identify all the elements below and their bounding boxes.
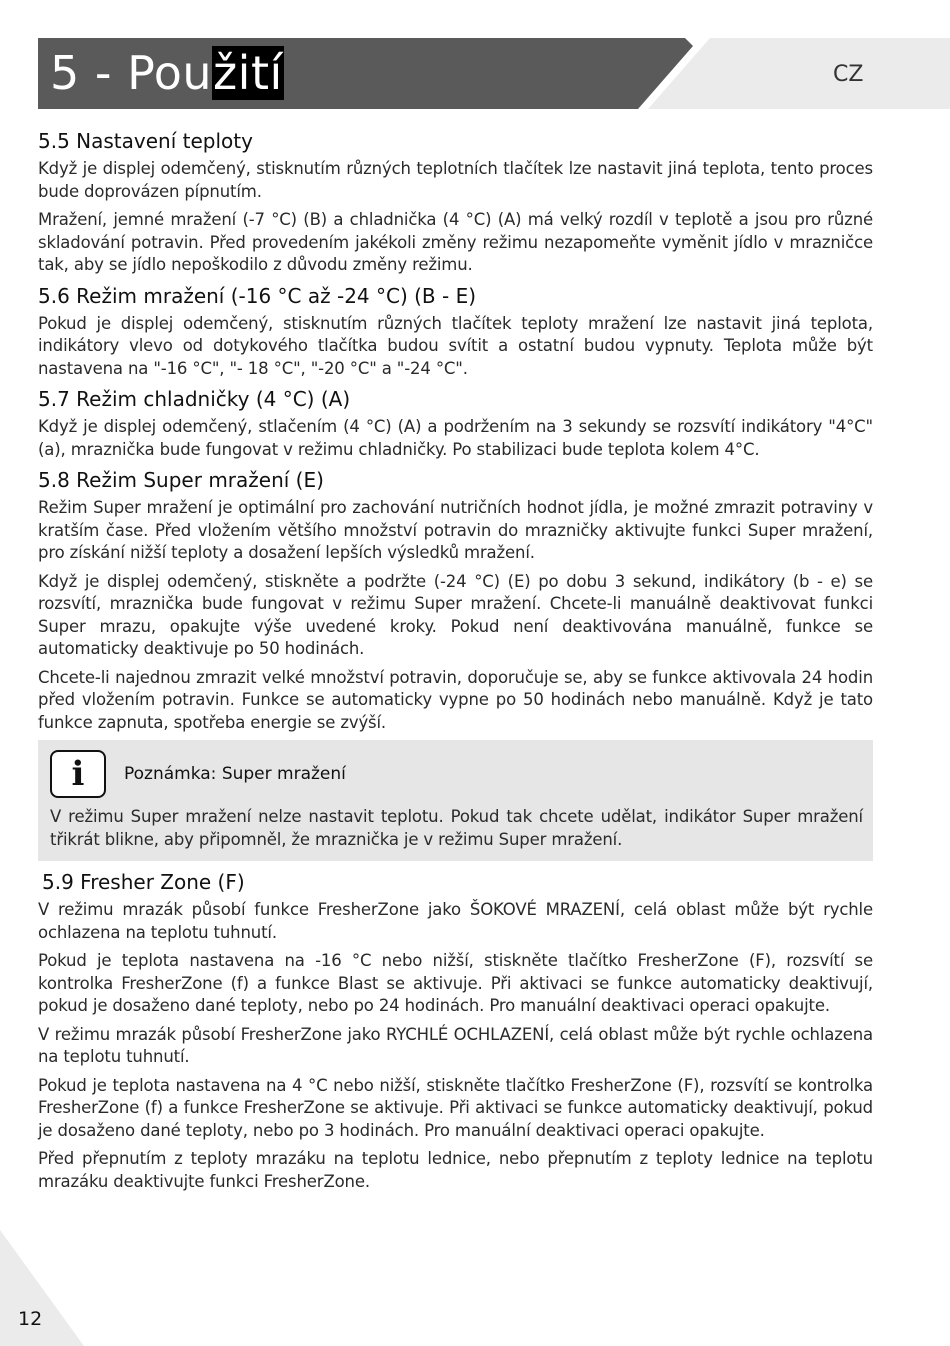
page-title-plain: 5 - Pou: [50, 46, 213, 100]
paragraph: Mražení, jemné mražení (-7 °C) (B) a chladnička (4 °C) (A) má velký rozdíl v teplotě a jsou pro různé skladování potravin. Před provedením jakékoli změny režimu nezapomeňte vyměnit jídlo v mrazničce tak, aby se jídlo nepoškodilo z důvodu změny režimu.: [38, 210, 873, 274]
paragraph: Když je displej odemčený, stiskněte a podržte (-24 °C) (E) po dobu 3 sekund, indikátory (b - e) se rozsvítí, mraznička bude fungovat v režimu Super mražení. Chcete-li manuálně deaktivovat funkci Super mrazu, opakujte výše uvedené kroky. Pokud není deaktivována manuálně, funkce se automaticky deaktivuje po 50 hodinách.: [38, 571, 873, 658]
section-heading: 5.6 Režim mražení (-16 °C až -24 °C) (B - E): [38, 283, 477, 308]
paragraph: Když je displej odemčený, stisknutím různých teplotních tlačítek lze nastavit jiná teplota, tento proces bude doprovázen pípnutím.: [38, 159, 873, 201]
info-icon: i: [50, 750, 106, 798]
paragraph: Před přepnutím z teploty mrazáku na teplotu lednice, nebo přepnutím z teploty lednice na teplotu mrazáku deaktivujte funkci FresherZone.: [38, 1149, 873, 1191]
paragraph: Chcete-li najednou zmrazit velké množství potravin, doporučuje se, aby se funkce aktivovala 24 hodin před vložením potravin. Funkce se automaticky vypne po 50 hodinách nebo manuálně. Když je tato funkce zapnuta, spotřeba energie se zvýší.: [38, 667, 873, 732]
paragraph: Režim Super mražení je optimální pro zachování nutričních hodnot jídla, je možné zmrazit potraviny v kratším čase. Před vložením většího množství potravin do mrazničky aktivujte funkci Super mražení, pro získání nižší teploty a dosažení lepších výsledků mražení.: [38, 498, 873, 562]
note-box: [38, 740, 873, 861]
section-5-5: [38, 128, 873, 277]
page-title: [50, 44, 284, 102]
page-number: 12: [18, 1308, 43, 1330]
section-heading: 5.8 Režim Super mražení (E): [38, 468, 324, 492]
section-5-7: [38, 386, 873, 461]
section-heading: 5.7 Režim chladničky (4 °C) (A): [38, 387, 351, 411]
paragraph: V režimu mrazák působí funkce FresherZone jako ŠOKOVÉ MRAZENÍ, celá oblast může být rychle ochlazena na teplotu tuhnutí.: [38, 900, 873, 942]
header-right-tab: [648, 38, 950, 109]
section-heading: 5.9 Fresher Zone (F): [42, 870, 245, 894]
note-title: Poznámka: Super mražení: [124, 764, 346, 784]
main-content: [38, 128, 873, 1199]
header-right-shape: [648, 38, 950, 109]
footer-corner-shape: [0, 1230, 90, 1346]
paragraph: Pokud je displej odemčený, stisknutím různých tlačítek teploty mražení lze nastavit jiná teplota, indikátory vlevo od dotykového tlačítka budou svítit a ostatní budou vypnuty. Teplota může být nastavena na "-16 °C", "- 18 °C", "-20 °C" a "-24 °C".: [38, 313, 873, 378]
section-5-6: [38, 283, 873, 381]
page-title-highlight: žití: [213, 46, 283, 100]
section-heading: 5.5 Nastavení teploty: [38, 129, 253, 153]
section-5-9: [38, 869, 873, 1193]
note-header: [50, 750, 863, 798]
paragraph: V režimu mrazák působí FresherZone jako RYCHLÉ OCHLAZENÍ, celá oblast může být rychle ochlazena na teplotu tuhnutí.: [38, 1024, 873, 1066]
section-5-8: [38, 467, 873, 734]
paragraph: Pokud je teplota nastavena na -16 °C nebo nižší, stiskněte tlačítko FresherZone (F), rozsvítí se kontrolka FresherZone (f) a funkce Blast se aktivuje. Při aktivaci se funkce automaticky deaktivují, pokud je dosaženo dané teploty, nebo po 24 hodinách. Pro manuální deaktivaci operaci opakujte.: [38, 951, 873, 1015]
paragraph: Když je displej odemčený, stlačením (4 °C) (A) a podržením na 3 sekundy se rozsvítí indikátory "4°C" (a), mraznička bude fungovat v režimu chladničky. Po stabilizaci bude teplota kolem 4°C.: [38, 417, 873, 459]
paragraph: Pokud je teplota nastavena na 4 °C nebo nižší, stiskněte tlačítko FresherZone (F), rozsvítí se kontrolka FresherZone (f) a funkce FresherZone se aktivuje. Při aktivaci se funkce automaticky deaktivují, pokud je dosaženo dané teploty, nebo po 3 hodinách. Pro manuální deaktivaci operaci opakujte.: [38, 1075, 873, 1140]
note-text: V režimu Super mražení nelze nastavit teplotu. Pokud tak chcete udělat, indikátor Super mražení třikrát blikne, aby připomněl, že mraznička je v režimu Super mražení.: [50, 807, 863, 849]
language-code: CZ: [833, 62, 864, 87]
